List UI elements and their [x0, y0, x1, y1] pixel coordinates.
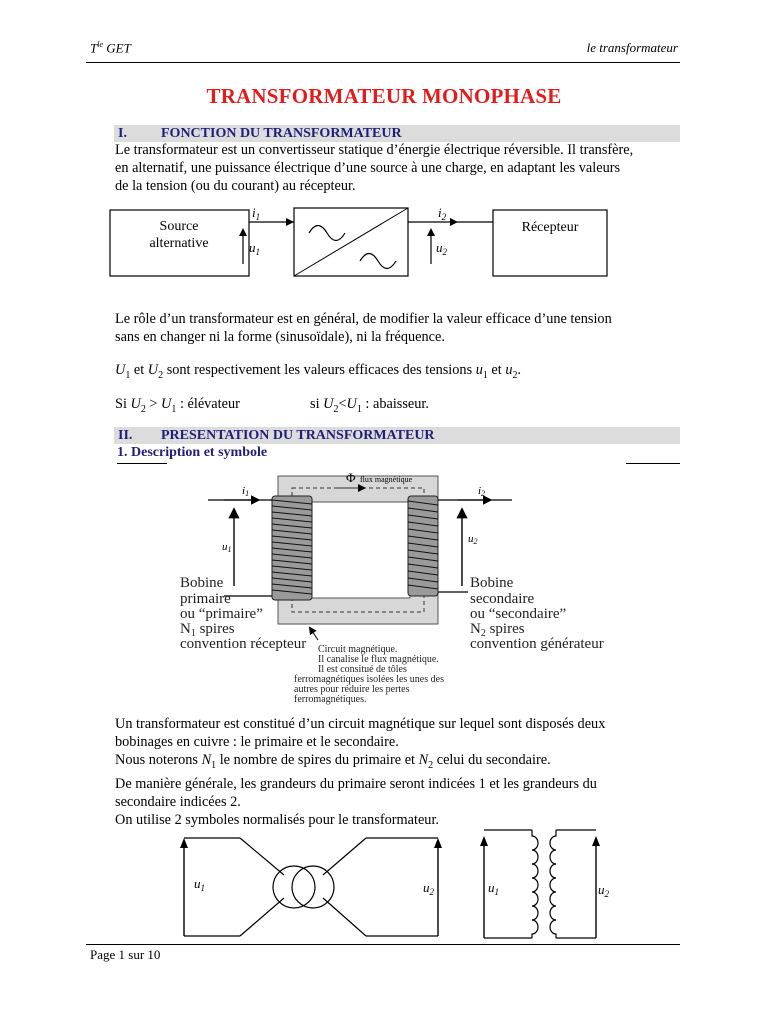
symbol-coils	[470, 822, 630, 942]
source-label-2: alternative	[149, 236, 209, 251]
header-divider	[86, 62, 680, 63]
section-heading-1: I. FONCTION DU TRANSFORMATEUR	[114, 125, 680, 142]
page-title: TRANSFORMATEUR MONOPHASE	[206, 84, 562, 108]
voltage-arrow-1	[239, 228, 247, 236]
source-label-1: Source	[159, 219, 199, 234]
description-paragraph: Un transformateur est constitué d’un circuit magnétique sur lequel sont disposés deux bobinages en cuivre : le primaire et le secondaire. Nous noterons $N_1$ le nombre de spires du primaire et $N_2$ celui du secondaire. De manière générale, les grandeurs du primaire seront indicées 1 et les grandeurs du secondaire indicées 2. On utilise 2 symboles normalisés pour le transformateur.	[115, 716, 606, 828]
fig-u1: u1	[222, 541, 232, 554]
page-number: Page 1 sur 10	[90, 947, 161, 962]
svg-text:Il est consitué de tôles: Il est consitué de tôles	[318, 664, 407, 675]
transformer-figure	[168, 466, 628, 706]
sine-in-icon	[309, 226, 345, 241]
underline-left	[117, 463, 167, 464]
svg-text:Il canalise le flux magnétique: Il canalise le flux magnétique.	[318, 654, 439, 665]
svg-text:primaire: primaire	[180, 591, 231, 607]
svg-text:secondaire: secondaire	[470, 591, 535, 607]
phi-label: Φ	[346, 470, 356, 485]
svg-text:convention récepteur: convention récepteur	[180, 636, 307, 652]
role-paragraph: Le rôle d’un transformateur est en général, de modifier la valeur efficace d’une tension sans en changer ni la forme (sinusoïdale), ni la fréquence.	[115, 311, 612, 345]
primary-coil-symbol	[532, 830, 538, 938]
svg-text:u1: $u_1$	[194, 876, 205, 893]
svg-text:ou “primaire”: ou “primaire”	[180, 606, 263, 622]
svg-text:ou “secondaire”: ou “secondaire”	[470, 606, 567, 622]
fig-u2: u2	[468, 533, 478, 546]
section1-paragraph: Le transformateur est un convertisseur statique d’énergie électrique réversible. Il transfère, en alternatif, une puissance électrique d’une source à une charge, en adaptant les valeurs de la tension (ou du courant) au récepteur.	[115, 142, 634, 194]
svg-text:Bobine: Bobine	[470, 575, 514, 591]
function-diagram	[100, 198, 620, 282]
svg-text:autres pour réduire les pertes: autres pour réduire les pertes	[294, 684, 410, 695]
section-heading-2: II. PRESENTATION DU TRANSFORMATEUR	[114, 427, 680, 444]
svg-text:Circuit magnétique.: Circuit magnétique.	[318, 644, 398, 655]
core-window	[306, 502, 410, 598]
current-arrow-2	[450, 218, 458, 226]
svg-text:u2: $u_2$	[598, 882, 609, 899]
label-u2: $u_2$	[436, 240, 447, 257]
footer-divider	[86, 944, 680, 945]
circuit-note	[294, 644, 444, 705]
header-right: le transformateur	[586, 40, 678, 55]
label-i2: $i_2$	[438, 205, 447, 222]
u2-arrow	[434, 838, 442, 848]
svg-text:ferromagnétiques.: ferromagnétiques.	[294, 694, 367, 705]
secondary-labels	[470, 575, 604, 652]
svg-text:N1 spires: $N_1$ spires	[180, 621, 235, 639]
fig-i1: i1	[242, 485, 250, 498]
sine-out-icon	[360, 254, 396, 269]
svg-text:ferromagnétiques isolées les u: ferromagnétiques isolées les unes des	[294, 674, 444, 685]
underline-right	[626, 463, 680, 464]
values-paragraph: $U_1$ et $U_2$ sont respectivement les valeurs efficaces des tensions $u_1$ et $u_2$.	[115, 362, 522, 381]
secondary-coil-symbol	[550, 830, 556, 938]
svg-text:Bobine: Bobine	[180, 575, 224, 591]
fig-i2: i2	[478, 485, 486, 498]
recepteur-label: Récepteur	[521, 220, 579, 235]
subsection-heading-1: 1. Description et symbole	[117, 445, 268, 460]
step-down-line: si $U_2<U_1$ : abaisseur.	[310, 396, 429, 415]
label-i1: $i_1$	[252, 205, 261, 222]
svg-text:N2 spires: $N_2$ spires	[470, 621, 525, 639]
header-left: $T^{le}$ GET	[90, 40, 131, 56]
symbol-circles	[170, 826, 470, 942]
primary-winding-circle	[273, 866, 315, 908]
u1-arrow	[180, 838, 188, 848]
svg-text:convention générateur: convention générateur	[470, 636, 604, 652]
label-u1: $u_1$	[249, 240, 260, 257]
voltage-arrow-2	[427, 228, 435, 236]
flux-label: flux magnétique	[360, 475, 413, 484]
svg-text:u1: $u_1$	[488, 880, 499, 897]
step-up-line: Si $U_2 > U_1$ : élévateur	[115, 396, 240, 415]
svg-text:u2: $u_2$	[423, 880, 434, 897]
current-arrow-1	[286, 218, 294, 226]
